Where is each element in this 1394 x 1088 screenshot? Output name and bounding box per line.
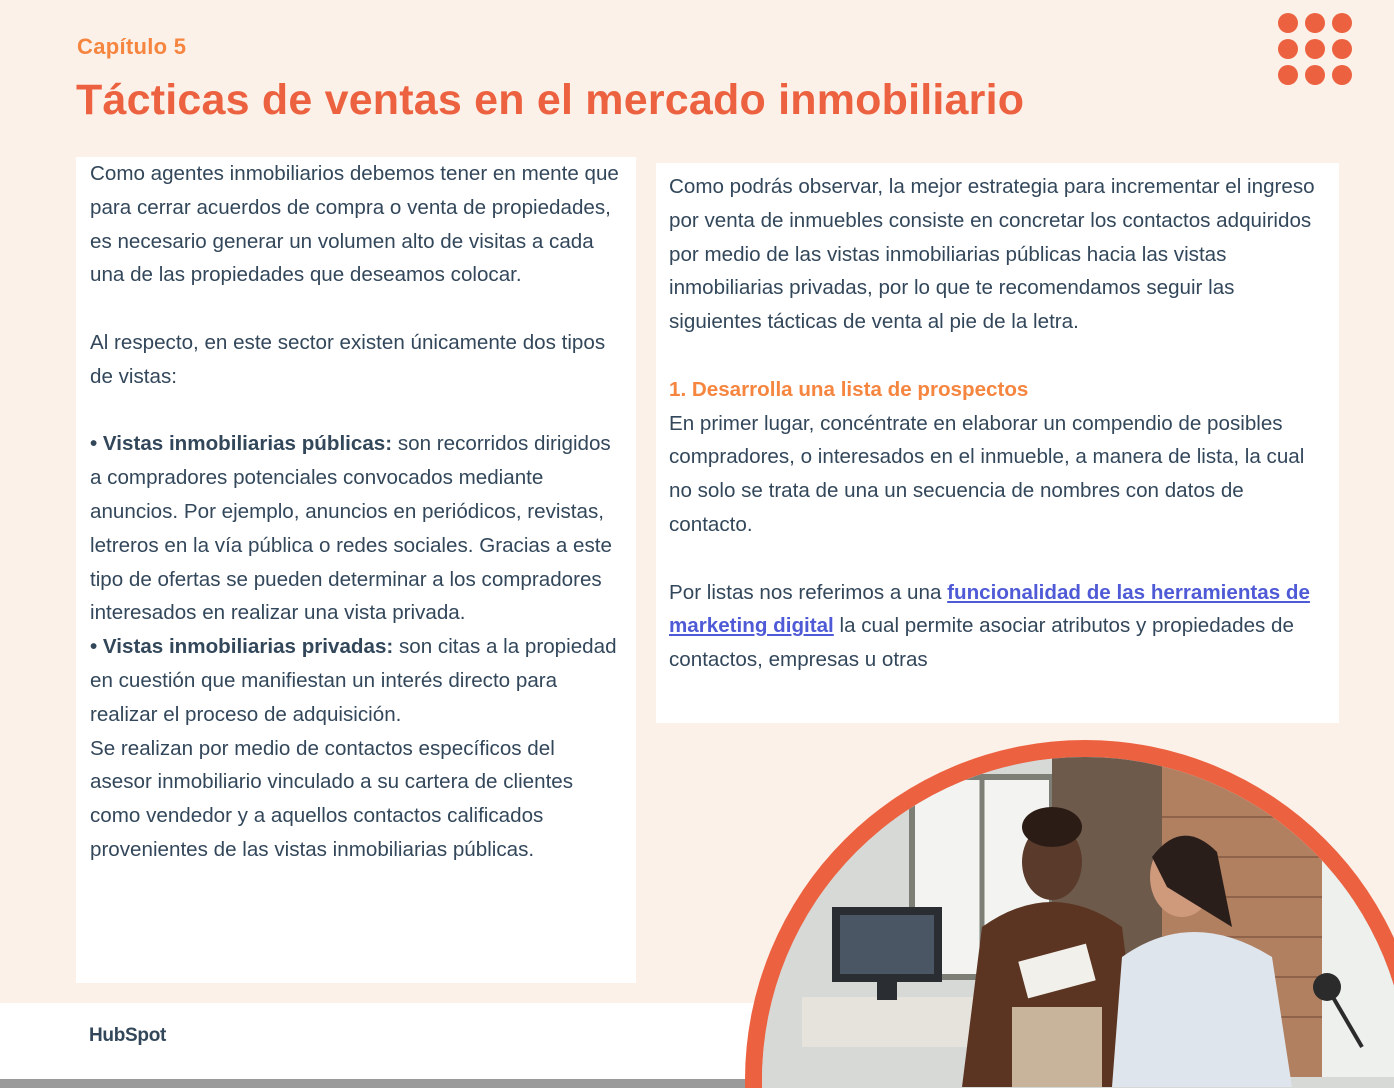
respect-paragraph: Al respecto, en este sector existen únicamente dos tipos de vistas: [90,330,606,388]
marketing-tools-link[interactable]: funcionalidad de las herramientas de marketing digital [669,580,1310,638]
office-photo [745,740,1394,1088]
left-intro-paragraph: Como agentes inmobiliarios debemos tener en mente que para cerrar acuerdos de compra o venta de propiedades, es necesario generar un volumen alto de visitas a cada una de las propiedades que deseamos colocar. [90,162,619,287]
private-views-text: son citas a la propiedad en cuestión que manifiestan un interés directo para realizar el proceso de adquisición. [90,635,617,726]
left-text-column [76,157,636,983]
photo-arch-frame [745,740,1394,1088]
lists-text-before: Por listas nos referimos a una [669,580,948,604]
public-views-label: • Vistas inmobiliarias públicas: [90,432,393,456]
private-views-label: • Vistas inmobiliarias privadas: [90,635,394,659]
page-title: Tácticas de ventas en el mercado inmobiliario [76,76,1025,124]
photo-image [762,757,1394,1088]
public-views-item [90,427,622,630]
dots-grid-icon [1276,11,1356,91]
hubspot-logo: HubSpot [89,1025,167,1046]
right-text-column [656,163,1339,723]
lists-paragraph [669,576,1325,677]
chapter-label: Capítulo 5 [77,34,187,59]
private-views-detail: Se realizan por medio de contactos específicos del asesor inmobiliario vinculado a su cartera de clientes como vendedor y a aquellos contactos calificados provenientes de las vistas inmobiliarias públicas. [90,736,574,861]
step1-heading: 1. Desarrolla una lista de prospectos [669,377,1029,401]
right-intro-paragraph: Como podrás observar, la mejor estrategia para incrementar el ingreso por venta de inmuebles consiste en concretar los contactos adquiridos por medio de las vistas inmobiliarias públicas hacia las vistas inmobiliarias privadas, por lo que te recomendamos seguir las siguientes tácticas de venta al pie de la letra. [669,175,1315,334]
step1-paragraph: En primer lugar, concéntrate en elaborar un compendio de posibles compradores, o interesados en el inmueble, a manera de lista, la cual no solo se trata de una un secuencia de nombres con datos de contacto. [669,411,1305,536]
private-views-item [90,630,622,731]
public-views-text: son recorridos dirigidos a compradores potenciales convocados mediante anuncios. Por ejemplo, anuncios en periódicos, revistas, letreros en la vía pública o redes sociales. Gracias a este tipo de ofertas se pueden determinar a los compradores interesados en realizar una vista privada. [90,432,612,625]
lists-text-after: la cual permite asociar atributos y propiedades de contactos, empresas u otras [669,614,1294,672]
